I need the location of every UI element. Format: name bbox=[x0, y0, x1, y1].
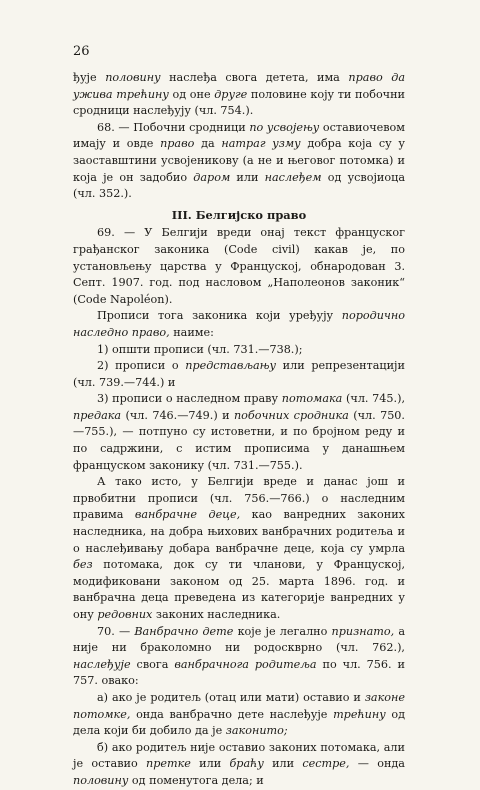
paragraph bbox=[73, 225, 405, 308]
paragraph bbox=[73, 342, 405, 359]
emphasis-text: Ванбрачно дете bbox=[134, 624, 234, 638]
text-run: а) ако је родитељ (отац или мати) оставио и bbox=[97, 690, 365, 704]
text-run: 69. — У Белгији вреди онај текст француског грађанског законика (Code civil) какав је, по установљењу царства у Француској, обнародован 3. Септ. 1907. год. под насловом „Наполеонов законик“ (Code Napoléon). bbox=[73, 226, 405, 306]
emphasis-text: наслеђем bbox=[264, 170, 322, 184]
emphasis-text: трећину bbox=[333, 707, 386, 721]
paragraph bbox=[73, 474, 405, 623]
paragraph bbox=[73, 624, 405, 690]
emphasis-text: наслеђује bbox=[73, 657, 131, 671]
text-run: 3) прописи о наследном праву bbox=[97, 392, 282, 406]
text-column bbox=[73, 70, 405, 790]
emphasis-text: натраг узму bbox=[221, 137, 301, 151]
emphasis-text: ванбрачнога родитеља bbox=[174, 657, 317, 671]
text-run: наслеђа свога детета, има bbox=[160, 71, 349, 84]
text-run: половине коју ти побочни сродници наслеђују (чл. 754.). bbox=[73, 87, 405, 118]
emphasis-text: право да ужива bbox=[73, 71, 405, 101]
paragraph bbox=[73, 308, 405, 341]
text-run: 70. — bbox=[97, 624, 135, 638]
text-run: 2) прописи о bbox=[97, 359, 186, 373]
paragraph bbox=[73, 120, 405, 203]
text-run: 68. — Побочни сродници bbox=[97, 120, 250, 134]
emphasis-text: ванбрачне деце, bbox=[134, 508, 241, 522]
text-run: онда ванбрачно дете наслеђује bbox=[130, 707, 334, 721]
paragraph bbox=[73, 358, 405, 391]
text-run: да bbox=[194, 137, 222, 151]
emphasis-text: браћу bbox=[229, 757, 264, 771]
text-run: ђује bbox=[73, 71, 106, 84]
text-run: од поменутога дела; и bbox=[128, 773, 264, 787]
emphasis-text: предака bbox=[73, 408, 122, 422]
paragraph bbox=[73, 391, 405, 474]
emphasis-text: сестре, bbox=[302, 757, 350, 771]
text-run: по чл. 756. и 757. овако: bbox=[73, 657, 405, 688]
page-number: 26 bbox=[73, 44, 90, 59]
emphasis-text: право bbox=[160, 137, 195, 151]
text-run: а није ни браколомно ни родоскврно (чл. 762.), bbox=[73, 624, 405, 655]
text-run: добра која су у заоставштини усвојеникову (а не и његовог потомка) и која је он задобио bbox=[73, 137, 405, 184]
emphasis-text: законе потомке, bbox=[73, 690, 405, 721]
emphasis-text: признато, bbox=[331, 624, 395, 638]
text-run: или bbox=[230, 170, 265, 184]
paragraph bbox=[73, 690, 405, 740]
emphasis-text: побочних сродника bbox=[233, 408, 349, 422]
text-run: или репрезентацији (чл. 739.—744.) и bbox=[73, 359, 405, 389]
emphasis-text: половину bbox=[105, 71, 161, 84]
emphasis-text: по усвојењу bbox=[249, 120, 320, 134]
text-run: или bbox=[263, 757, 303, 771]
emphasis-text: породично наследно право, bbox=[73, 309, 405, 339]
text-run: III. Белгијско право bbox=[171, 207, 307, 222]
text-run: које је легално bbox=[233, 624, 332, 638]
text-run: свога bbox=[130, 657, 175, 671]
text-run: (чл. 745.), bbox=[342, 392, 406, 406]
text-run: б) ако родитељ није оставио законих потомака, али је оставио bbox=[73, 740, 405, 771]
text-run: — онда bbox=[349, 757, 405, 771]
text-run: (чл. 746.—749.) и bbox=[121, 408, 234, 422]
text-run: Прописи тога законика који уређују bbox=[97, 309, 342, 323]
text-run: од усвојиоца (чл. 352.). bbox=[73, 170, 405, 201]
text-run: (чл. 750.—755.), — потпуно су истоветни, и по бројном реду и по садржини, с истим прописима у данашњем француском законику (чл. 731.—755.). bbox=[73, 408, 405, 472]
section-heading bbox=[73, 207, 405, 224]
text-run: од оне bbox=[168, 87, 215, 101]
text-run: потомака, док су ти чланови, у Француској, модификовани законом од 25. марта 1896. год. и ванбрачна деца преведена из категорије ванредних у ону bbox=[73, 558, 405, 621]
emphasis-text: половину bbox=[73, 773, 129, 787]
text-run: 1) општи прописи (чл. 731.—738.); bbox=[97, 342, 303, 356]
emphasis-text: редовних bbox=[97, 608, 153, 621]
text-run: или bbox=[190, 757, 230, 771]
emphasis-text: даром bbox=[193, 170, 231, 184]
emphasis-text: трећину bbox=[116, 87, 169, 101]
emphasis-text: законито; bbox=[225, 724, 288, 738]
text-run: од дела који би добило да је bbox=[73, 707, 406, 738]
text-run: наиме: bbox=[169, 325, 214, 339]
text-run: А тако исто, у Белгији вреде и данас још и првобитни прописи (чл. 756.—766.) о наследним правима bbox=[73, 475, 405, 522]
text-run: законих наследника. bbox=[152, 608, 281, 621]
emphasis-text: без bbox=[73, 558, 93, 572]
emphasis-text: представљању bbox=[185, 359, 276, 373]
paragraph bbox=[73, 70, 405, 120]
text-run: као ванредних законих наследника, на добра њихових ванбрачних родитеља и о наслеђивању добара ванбрачне деце, која су умрла bbox=[73, 508, 405, 555]
paragraph bbox=[73, 740, 405, 790]
emphasis-text: друге bbox=[214, 87, 248, 101]
emphasis-text: претке bbox=[145, 757, 191, 771]
text-run: оставиочевом имају и овде bbox=[73, 120, 405, 151]
emphasis-text: потомака bbox=[281, 392, 343, 406]
